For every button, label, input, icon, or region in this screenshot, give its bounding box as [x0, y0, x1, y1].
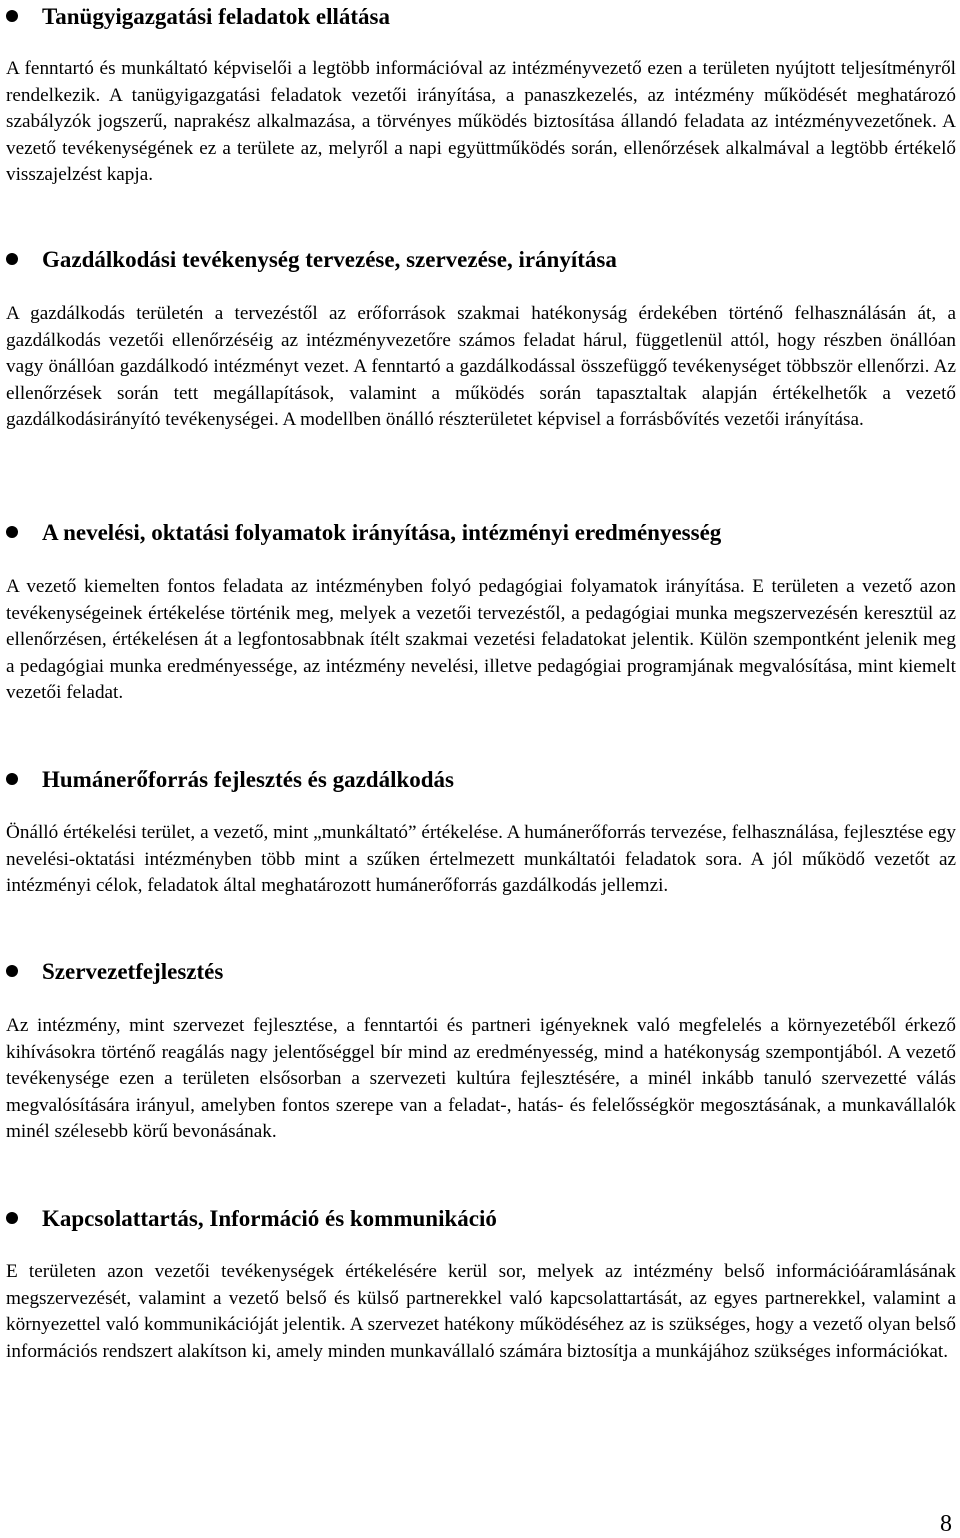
section-heading: [6, 518, 956, 548]
section-szervezetfejlesztes: [6, 957, 956, 1146]
bullet-icon: [6, 965, 18, 977]
section-heading-text: Szervezetfejlesztés: [42, 959, 224, 984]
section-heading-text: A nevelési, oktatási folyamatok irányítása, intézményi eredményesség: [42, 520, 722, 545]
section-paragraph: Önálló értékelési terület, a vezető, mint „munkáltató” értékelése. A humánerőforrás tervezése, felhasználása, fejlesztése egy nevelési-oktatási intézményben több mint a szűken értelmezett munkáltatói feladatok sora. A jól működő vezetőt az intézményi célok, feladatok által meghatározott humánerőforrás gazdálkodás jellemzi.: [6, 822, 956, 896]
bullet-icon: [6, 773, 18, 785]
section-heading-text: Tanügyigazgatási feladatok ellátása: [42, 4, 391, 29]
section-tanugyigazgatas: [6, 2, 956, 189]
section-heading: [6, 1204, 956, 1234]
page-number: 8: [940, 1511, 952, 1537]
section-heading: [6, 765, 956, 795]
section-humaneroforras: [6, 765, 956, 900]
section-heading-text: Humánerőforrás fejlesztés és gazdálkodás: [42, 767, 455, 792]
section-paragraph: E területen azon vezetői tevékenységek értékelésére kerül sor, melyek az intézmény belső információáramlásának megszervezését, valamint a vezető belső és külső partnerekkel való kapcsolattartását, az egyes partnerekkel, valamint a környezettel való kommunikációját jelentik. A szervezet hatékony működéséhez az is szükséges, hogy a vezető olyan belső információs rendszert alakítson ki, amely minden munkavállaló számára biztosítja a munkájához szükséges információkat.: [6, 1261, 956, 1362]
section-paragraph: A vezető kiemelten fontos feladata az intézményben folyó pedagógiai folyamatok irányítása. E területen a vezető azon tevékenységeinek értékelése történik meg, melyek a vezetői tervezéstől, a pedagógiai munka megszervezésén keresztül az ellenőrzésen, értékelésen át a legfontosabbnak ítélt szakmai vezetési feladatokat jelentik. Külön szempontként jelenik meg a pedagógiai munka eredményessége, az intézmény nevelési, illetve pedagógiai programjának megvalósítása, mint kiemelt vezetői feladat.: [6, 576, 956, 703]
section-kapcsolattartas: [6, 1204, 956, 1365]
section-heading-text: Gazdálkodási tevékenység tervezése, szervezése, irányítása: [42, 247, 617, 272]
bullet-icon: [6, 253, 18, 265]
bullet-icon: [6, 526, 18, 538]
bullet-icon: [6, 1212, 18, 1224]
section-nevelesi-oktatasi: [6, 518, 956, 707]
section-paragraph: A fenntartó és munkáltató képviselői a legtöbb információval az intézményvezető ezen a területen nyújtott teljesítményről rendelkezik. A tanügyigazgatási feladatok vezetői irányítása, a panaszkezelés, az intézmény működését meghatározó szabályzók jogszerű, naprakész alkalmazása, a törvényes működés biztosítása állandó feladata az intézményvezetőnek. A vezető tevékenységének ez a területe az, melyről a napi együttműködés során, ellenőrzések alkalmával a legtöbb értékelő visszajelzést kapja.: [6, 58, 956, 185]
section-heading: [6, 245, 956, 275]
section-heading: [6, 957, 956, 987]
section-paragraph: Az intézmény, mint szervezet fejlesztése, a fenntartói és partneri igényeknek való megfelelés a környezetéből érkező kihívásokra történő reagálás nagy jelentőséggel bír mind az eredményesség, mind a hatékonyság szempontjából. A vezető tevékenysége ezen a területen elsősorban a szervezeti kultúra fejlesztésére, a minél inkább tanuló szervezetté válás megvalósítására irányul, amelyben fontos szerepe van a feladat-, hatás- és felelősségkör megosztásának, a munkavállalók minél szélesebb körű bevonásának.: [6, 1015, 956, 1142]
bullet-icon: [6, 10, 18, 22]
section-gazdalkodas: [6, 245, 956, 434]
section-heading-text: Kapcsolattartás, Információ és kommunikáció: [42, 1206, 497, 1231]
section-paragraph: A gazdálkodás területén a tervezéstől az erőforrások szakmai hatékonyság érdekében történő felhasználásán át, a gazdálkodás vezetői ellenőrzéséig az intézményvezetőre számos feladat hárul, függetlenül attól, hogy részben önállóan vagy önállóan gazdálkodó intézményt vezet. A fenntartó a gazdálkodással összefüggő tevékenységet többször ellenőrzi. Az ellenőrzések során tett megállapítások, valamint a működés során tapasztaltak alapján értékelhetők a vezető gazdálkodásirányító tevékenységei. A modellben önálló részterületet képvisel a forrásbővítés vezetői irányítása.: [6, 303, 956, 430]
section-heading: [6, 2, 956, 32]
